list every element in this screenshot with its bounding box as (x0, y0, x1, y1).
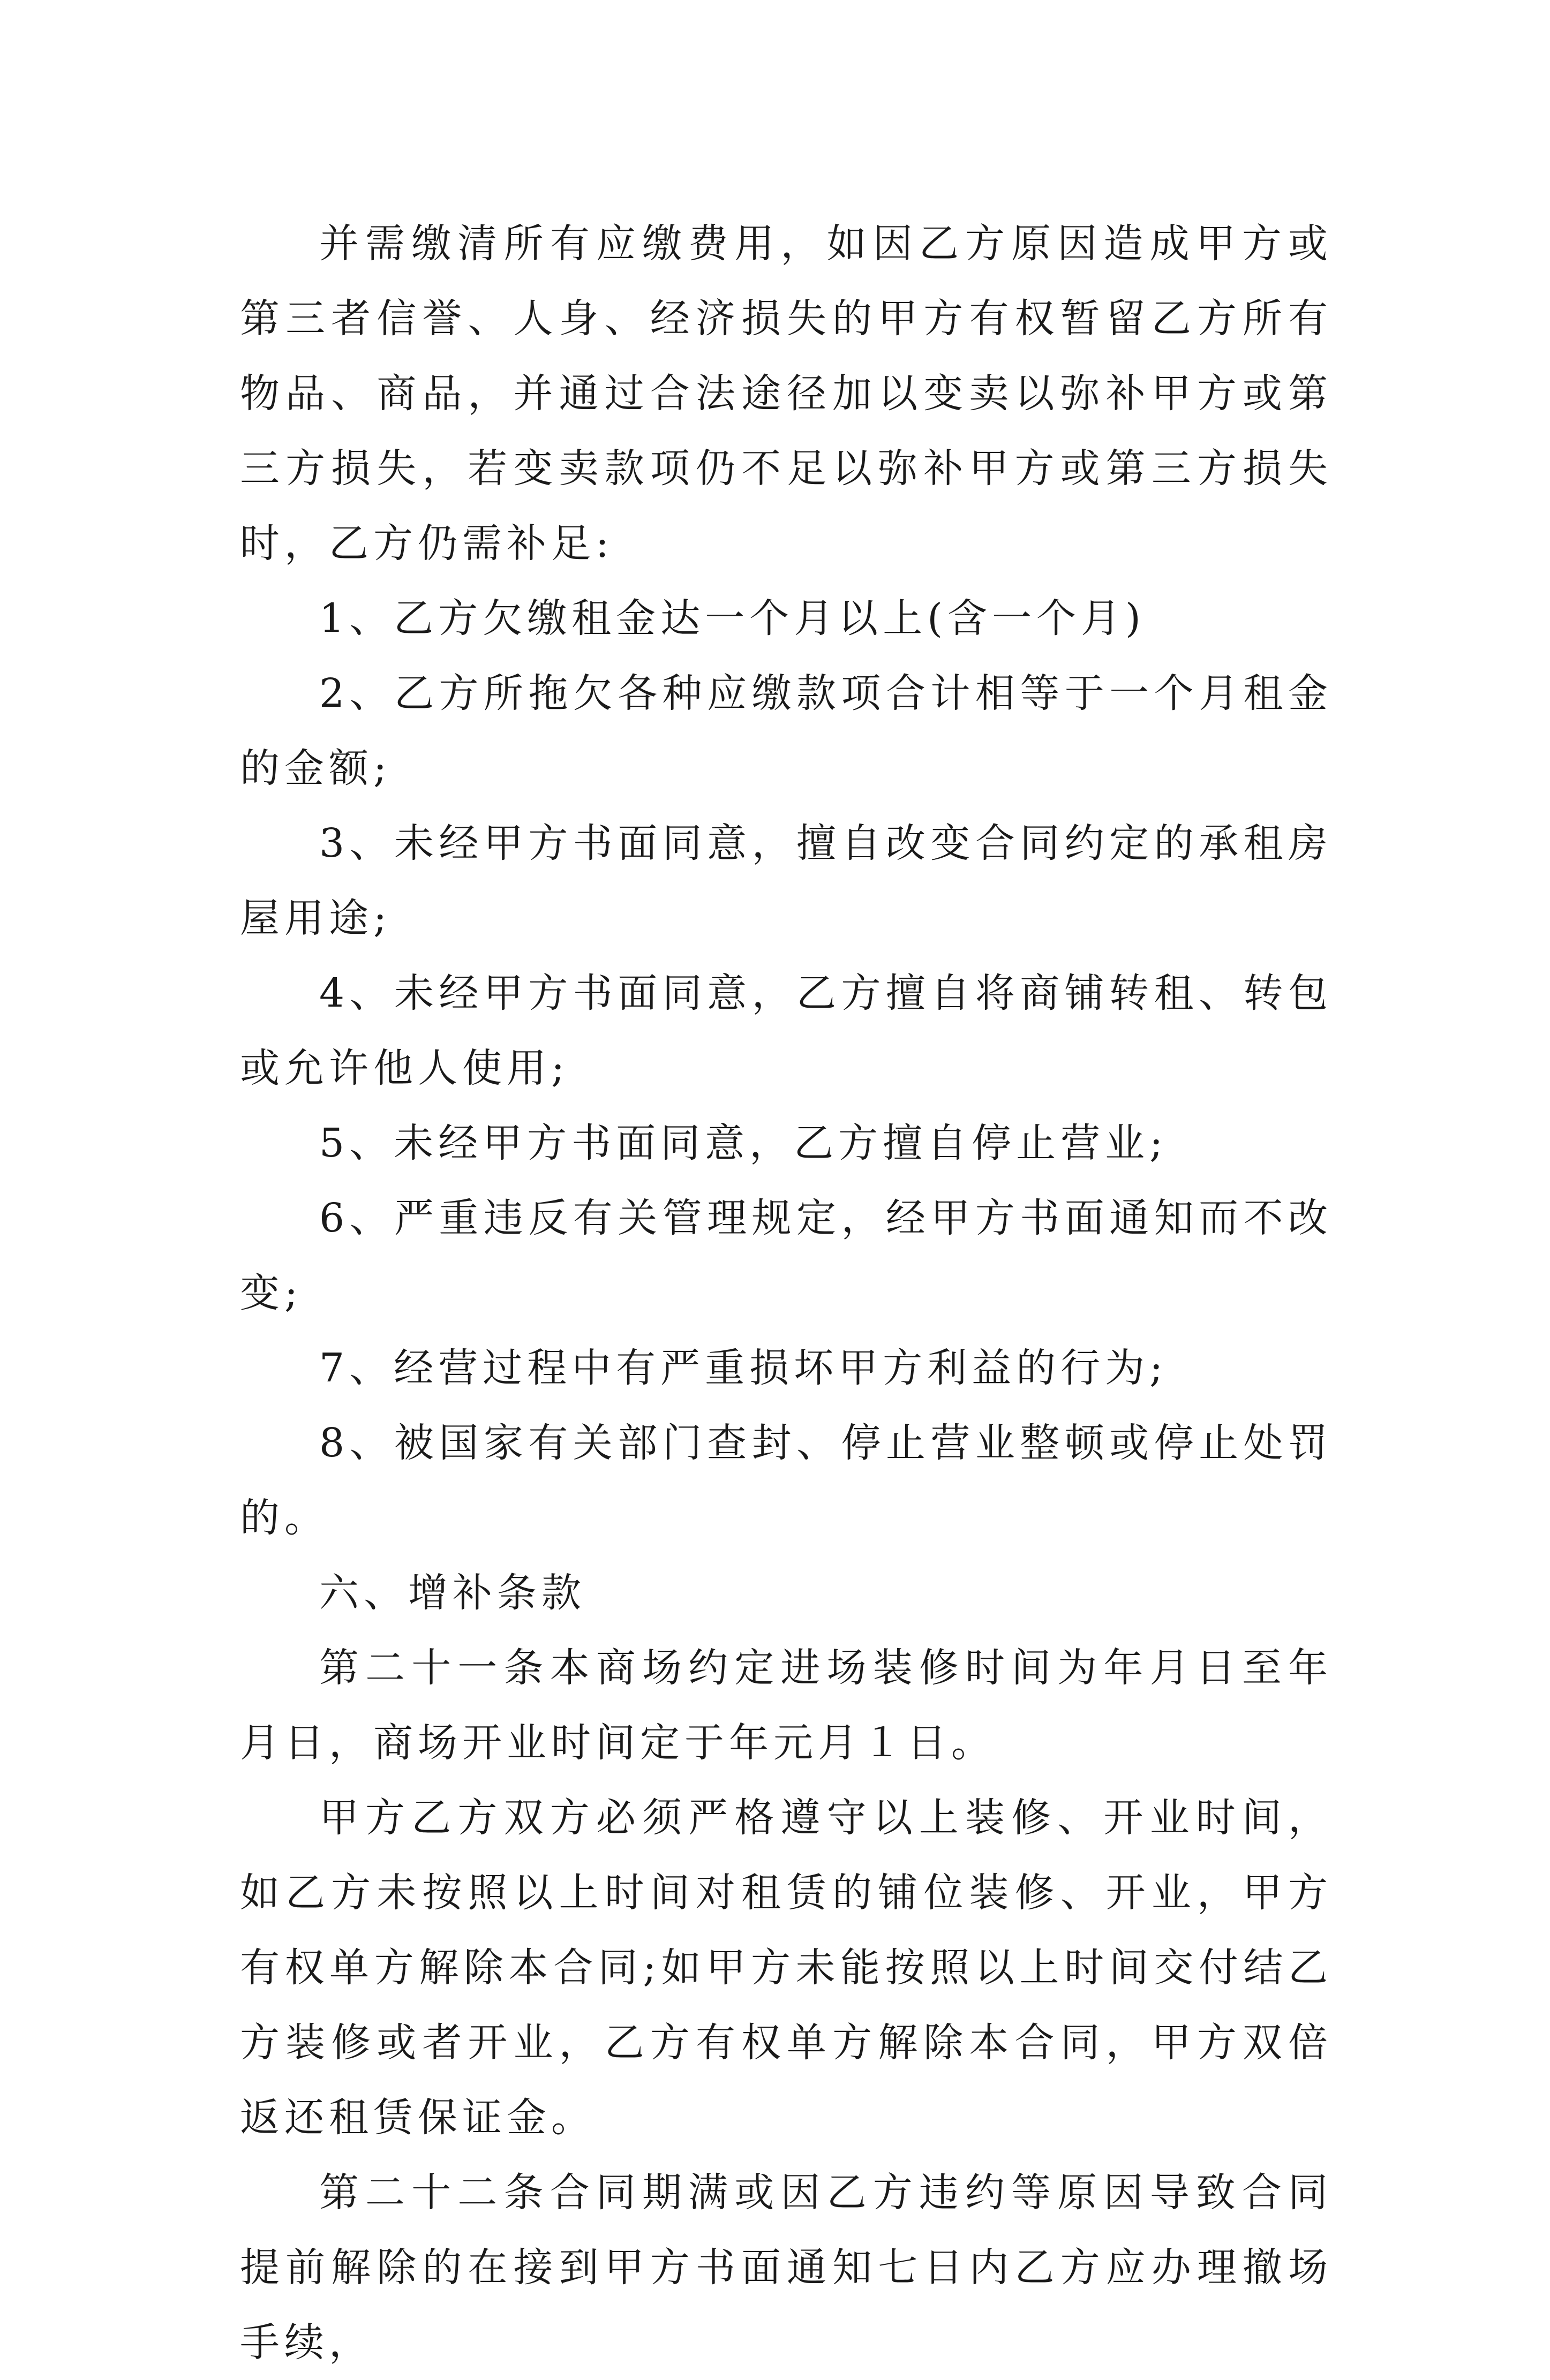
article-21: 第二十一条本商场约定进场装修时间为年月日至年月日，商场开业时间定于年元月１日。 (240, 1645, 1333, 1766)
document-body (240, 206, 1333, 2380)
list-item-6: 6、严重违反有关管理规定，经甲方书面通知而不改变; (240, 1195, 1333, 1316)
list-item-7: 7、经营过程中有严重损坏甲方利益的行为; (319, 1345, 1168, 1391)
list-item-4: 4、未经甲方书面同意，乙方擅自将商铺转租、转包或允许他人使用; (240, 970, 1333, 1091)
list-item-3: 3、未经甲方书面同意，擅自改变合同约定的承租房屋用途; (240, 820, 1333, 941)
article-21-detail: 甲方乙方双方必须严格遵守以上装修、开业时间，如乙方未按照以上时间对租赁的铺位装修、开业，甲方有权单方解除本合同;如甲方未能按照以上时间交付结乙方装修或者开业，乙方有权单方解除本合同，甲方双倍返还租赁保证金。 (240, 1795, 1333, 2141)
list-item-1: 1、乙方欠缴租金达一个月以上(含一个月) (319, 595, 1146, 641)
paragraph-continuation: 并需缴清所有应缴费用，如因乙方原因造成甲方或第三者信誉、人身、经济损失的甲方有权暂留乙方所有物品、商品，并通过合法途径加以变卖以弥补甲方或第三方损失，若变卖款项仍不足以弥补甲方或第三方损失时，乙方仍需补足: (240, 221, 1333, 566)
list-item-5: 5、未经甲方书面同意，乙方擅自停止营业; (319, 1120, 1168, 1166)
list-item-8: 8、被国家有关部门查封、停止营业整顿或停止处罚的。 (240, 1420, 1333, 1541)
list-item-2: 2、乙方所拖欠各种应缴款项合计相等于一个月租金的金额; (240, 670, 1333, 791)
section-heading: 六、增补条款 (319, 1570, 586, 1616)
article-22: 第二十二条合同期满或因乙方违约等原因导致合同提前解除的在接到甲方书面通知七日内乙方应办理撤场手续， (240, 2170, 1333, 2366)
